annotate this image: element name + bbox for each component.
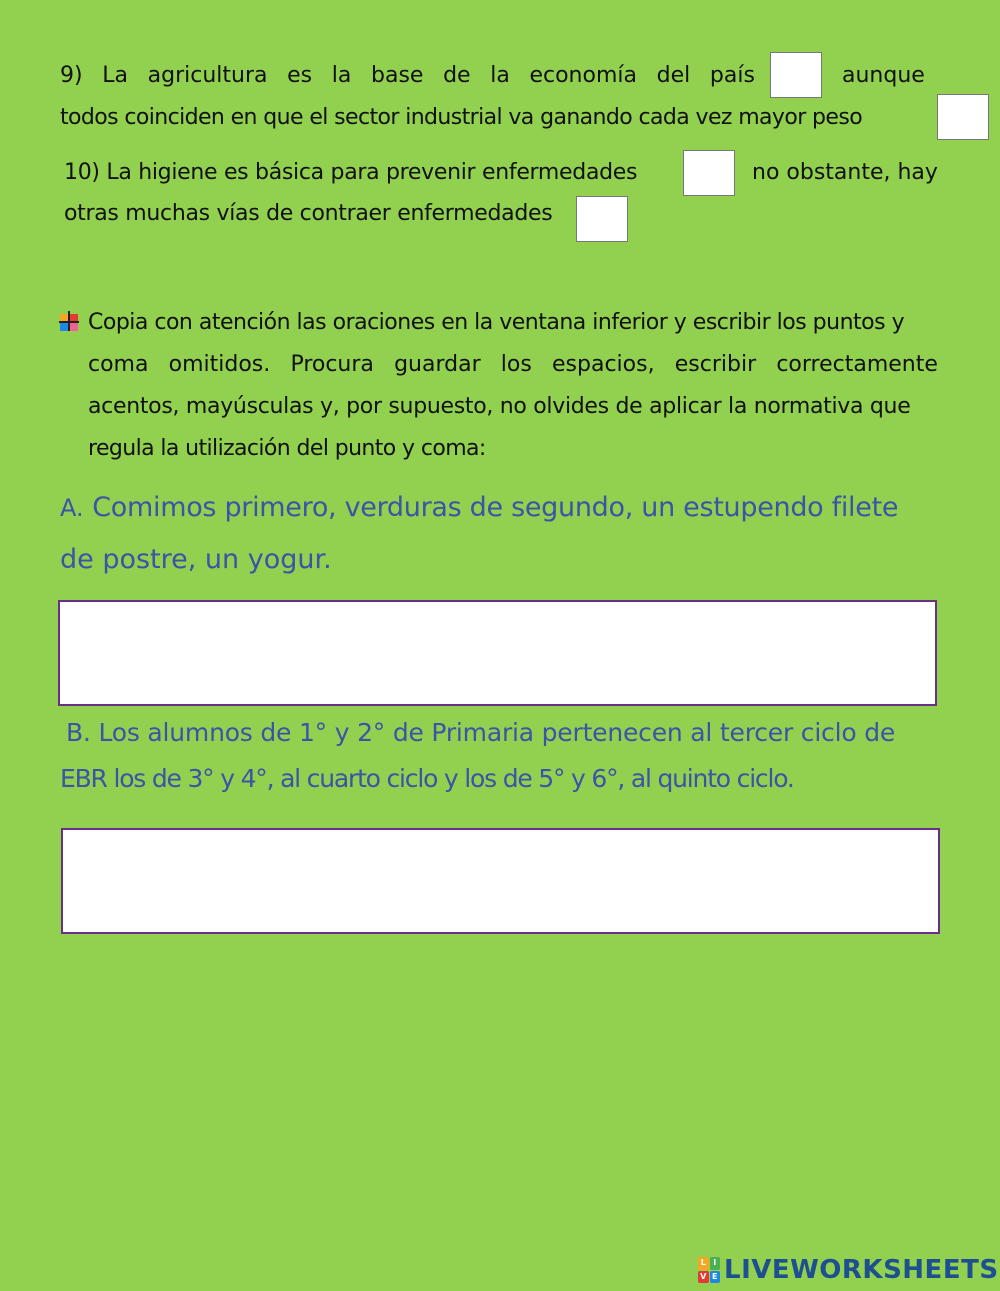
q9-word: del [656, 63, 691, 88]
logo-mark-letter: V [698, 1271, 709, 1284]
logo-mark-icon [698, 1257, 720, 1283]
instructions-word: omitidos. [168, 352, 271, 377]
sentence-a-label: A. [60, 494, 84, 522]
instructions-word: guardar [394, 352, 481, 377]
answer-box-b[interactable] [61, 828, 940, 934]
q9-word: la [331, 63, 352, 88]
instructions-word: correctamente [776, 352, 938, 377]
q9-line1 [60, 55, 755, 97]
sentence-a-line2: de postre, un yogur. [60, 544, 332, 575]
liveworksheets-logo [698, 1254, 999, 1286]
q9-word: es [287, 63, 313, 88]
logo-text: LIVEWORKSHEETS [724, 1255, 999, 1285]
instructions-word: Procura [290, 352, 374, 377]
answer-box-a[interactable] [58, 600, 937, 706]
q9-word: país [709, 63, 755, 88]
q10-line2: otras muchas vías de contraer enfermedades [64, 201, 553, 226]
q9-blank-2[interactable] [937, 94, 989, 140]
q9-line2: todos coinciden en que el sector industrial va ganando cada vez mayor peso [60, 105, 863, 130]
q9-word: de [443, 63, 471, 88]
q10-blank-2[interactable] [576, 196, 628, 242]
q10-line1-end: no obstante, hay [752, 160, 938, 185]
logo-mark-letter: L [698, 1257, 709, 1270]
sentence-b-line2: EBR los de 3° y 4°, al cuarto ciclo y los de 5° y 6°, al quinto ciclo. [60, 764, 794, 793]
instructions-word: escribir [674, 352, 757, 377]
logo-mark-letter: E [710, 1271, 721, 1284]
q9-word: base [371, 63, 424, 88]
q9-word: agricultura [147, 63, 268, 88]
q10-blank-1[interactable] [683, 150, 735, 196]
logo-mark-letter: I [710, 1257, 721, 1270]
instructions-word: coma [88, 352, 149, 377]
q10-line1-start: 10) La higiene es básica para prevenir enfermedades [64, 160, 638, 185]
sentence-b-line1: B. Los alumnos de 1° y 2° de Primaria pertenecen al tercer ciclo de [66, 718, 896, 747]
sentence-a-text-1: Comimos primero, verduras de segundo, un estupendo filete [92, 492, 899, 523]
q9-line1-end: aunque [842, 63, 925, 88]
instructions-line2 [88, 344, 938, 386]
q9-blank-1[interactable] [770, 52, 822, 98]
bullet-icon [58, 310, 80, 332]
sentence-a-line1 [60, 482, 898, 534]
instructions-line4: regula la utilización del punto y coma: [88, 436, 486, 461]
instructions-word: los [500, 352, 532, 377]
instructions-line3: acentos, mayúsculas y, por supuesto, no olvides de aplicar la normativa que [88, 394, 911, 419]
instructions-word: espacios, [552, 352, 655, 377]
instructions-line1: Copia con atención las oraciones en la ventana inferior y escribir los puntos y [88, 310, 905, 335]
q9-word: la [490, 63, 510, 88]
q9-word: La [102, 63, 128, 88]
q9-word: economía [529, 63, 637, 88]
q9-word: 9) [60, 63, 83, 88]
